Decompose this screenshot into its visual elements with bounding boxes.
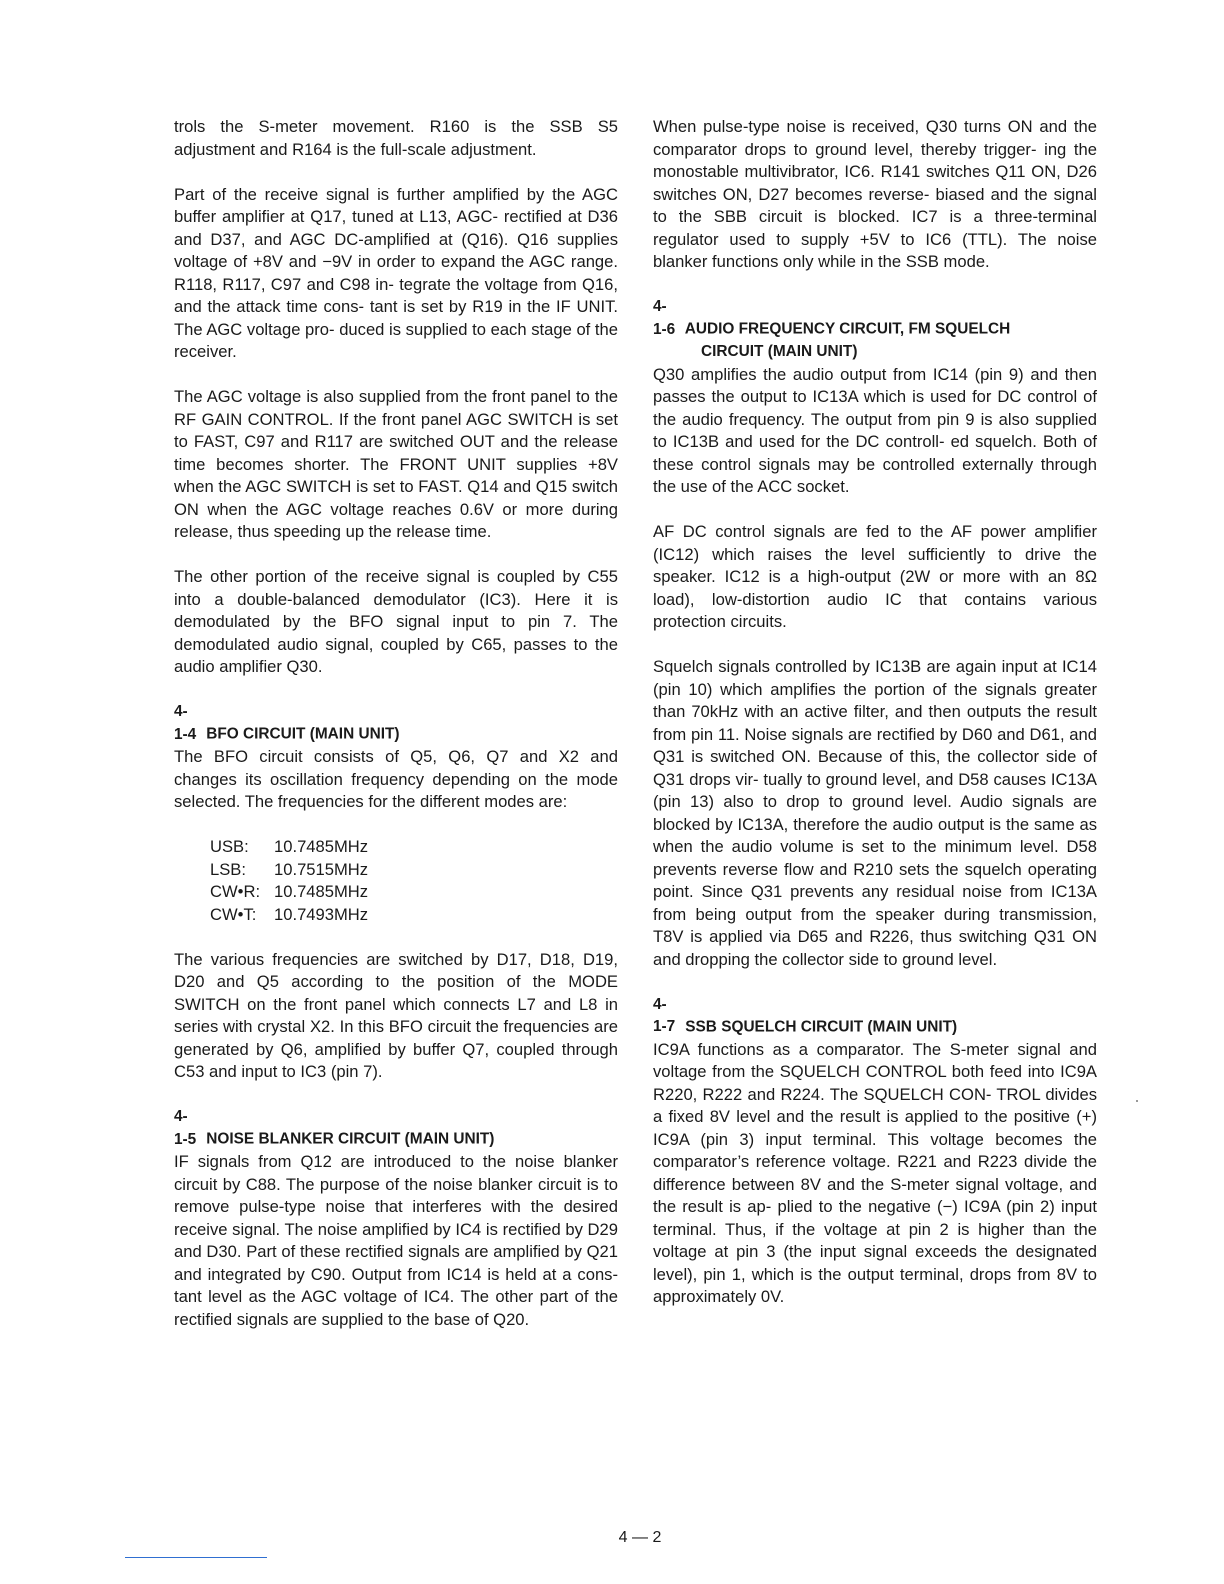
section-heading-audio-frequency-cont: CIRCUIT (MAIN UNIT)	[701, 343, 858, 360]
paragraph: The AGC voltage is also supplied from the front panel to the RF GAIN CONTROL. If the front panel AGC SWITCH is set to FAST, C97 and R117 are switched OUT and the release time becomes shorter. The FRONT UNIT supplies +8V when the AGC SWITCH is set to FAST. Q14 and Q15 switch ON when the AGC voltage reaches 0.6V or more during release, thus speeding up the release time.	[174, 387, 618, 541]
left-column	[174, 116, 618, 1331]
paragraph: Part of the receive signal is further amplified by the AGC buffer amplifier at Q17, tuned at L13, AGC- rectified at D36 and D37, and AGC DC-amplified at (Q16). Q16 supplies voltage of +8V and −9V in order to expand the AGC range. R118, R117, C97 and C98 in- tegrate the voltage from Q16, and the attack time cons- tant is set by R19 in the IF UNIT. The AGC voltage pro- duced is supplied to each stage of the receiver.	[174, 184, 618, 361]
frequency-value: 10.7485MHz	[274, 837, 369, 856]
frequency-value: 10.7493MHz	[274, 904, 369, 924]
paragraph: The other portion of the receive signal is coupled by C55 into a double-balanced demodulator (IC3). Here it is demodulated by the BFO signal input to pin 7. The demodulated audio signal, coupled by C65, passes to the audio amplifier Q30.	[174, 567, 618, 676]
paragraph: IC9A functions as a comparator. The S-meter signal and voltage from the SQUELCH CONTROL both feed into IC9A R220, R222 and R224. The SQUELCH CON- TROL divides a fixed 8V level and the result is applied to the positive (+) IC9A (pin 3) input terminal. This voltage becomes the comparator’s reference voltage. R221 and R223 divide the difference between 8V and the S-meter signal voltage, and the result is ap- plied to the negative (−) IC9A (pin 2) input terminal. Thus, if the voltage at pin 2 is higher than the voltage at pin 3 (the input signal exceeds the designated level), pin 1, which is the output terminal, drops from 8V to approximately 0V.	[653, 1039, 1097, 1306]
section-heading-bfo: 4-1-4 BFO CIRCUIT (MAIN UNIT)	[174, 703, 400, 743]
section-heading-ssb-squelch: 4-1-7 SSB SQUELCH CIRCUIT (MAIN UNIT)	[653, 995, 958, 1035]
scan-speck	[1136, 1100, 1138, 1102]
frequency-row	[210, 836, 618, 859]
paragraph: The various frequencies are switched by D17, D18, D19, D20 and Q5 according to the position of the MODE SWITCH on the front panel which connects L7 and L8 in series with crystal X2. In this BFO circuit the frequencies are generated by Q6, amplified by buffer Q7, coupled through C53 and input to IC3 (pin 7).	[174, 949, 618, 1081]
frequency-list	[174, 836, 618, 926]
right-column	[653, 116, 1097, 1309]
paragraph: Q30 amplifies the audio output from IC14 (pin 9) and then passes the output to IC13A which is used for DC control of the audio frequency. The output from pin 9 is also supplied to IC13B and used for the DC controll- ed squelch. Both of these control signals may be controlled externally through the use of the ACC socket.	[653, 364, 1097, 496]
paragraph: trols the S-meter movement. R160 is the SSB S5 adjustment and R164 is the full-scale adjustment.	[174, 117, 618, 159]
paragraph: The BFO circuit consists of Q5, Q6, Q7 and X2 and changes its oscillation frequency depending on the mode selected. The frequencies for the different modes are:	[174, 747, 618, 811]
section-heading-audio-frequency: 4-1-6 AUDIO FREQUENCY CIRCUIT, FM SQUELCH	[653, 298, 1011, 338]
section-heading-noise-blanker: 4-1-5 NOISE BLANKER CIRCUIT (MAIN UNIT)	[174, 1108, 495, 1148]
paragraph: When pulse-type noise is received, Q30 turns ON and the comparator drops to ground level, thereby trigger- ing the monostable multivibrator, IC6. R141 switches Q11 ON, D26 switches ON, D27 becomes reverse- biased and the signal to the SBB circuit is blocked. IC7 is a three-terminal regulator used to supply +5V to IC6 (TTL). The noise blanker functions only while in the SSB mode.	[653, 117, 1097, 271]
frequency-value: 10.7515MHz	[274, 859, 369, 879]
paragraph: IF signals from Q12 are introduced to the noise blanker circuit by C88. The purpose of the noise blanker circuit is to remove pulse-type noise that interferes with the desired receive signal. The noise amplified by IC4 is rectified by D29 and D30. Part of these rectified signals are amplified by Q21 and integrated by C90. Output from IC14 is held at a cons- tant level as the AGC voltage of IC4. The other part of the rectified signals are supplied to the base of Q20.	[174, 1152, 618, 1329]
mode-label: CW•R:	[210, 882, 261, 901]
frequency-row	[210, 904, 618, 927]
frequency-row	[210, 881, 618, 904]
paragraph: Squelch signals controlled by IC13B are again input at IC14 (pin 10) which amplifies the portion of the signals greater than 70kHz with an active filter, and then outputs the result from pin 11. Noise signals are rectified by D60 and D61, and Q31 is switched ON. Because of this, the collector side of Q31 drops vir- tually to ground level, and D58 causes IC13A (pin 13) also to drop to ground level. Audio signals are blocked by IC13A, therefore the audio output is the same as when the audio volume is set to the minimum level. D58 prevents reverse flow and R210 sets the squelch operating point. Since Q31 prevents any residual noise from IC13A from being output from the speaker during transmission, T8V is applied via D65 and R226, thus switching Q31 ON and dropping the collector side to ground level.	[653, 657, 1097, 969]
page-number: 4 — 2	[618, 1529, 662, 1546]
paragraph: AF DC control signals are fed to the AF power amplifier (IC12) which raises the level sufficiently to drive the speaker. IC12 is a high-output (2W or more with an 8Ω load), low-distortion audio IC that contains various protection circuits.	[653, 522, 1097, 631]
frequency-row	[210, 859, 618, 882]
mode-label: CW•T:	[210, 904, 257, 924]
frequency-value: 10.7485MHz	[274, 882, 369, 901]
mode-label: USB:	[210, 837, 249, 856]
mode-label: LSB:	[210, 859, 246, 879]
footer-rule	[125, 1557, 267, 1558]
